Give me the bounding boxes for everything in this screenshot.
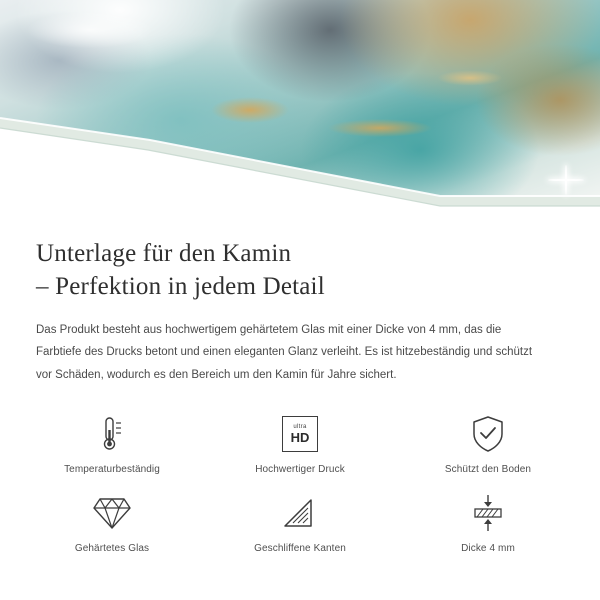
thickness-icon	[470, 491, 506, 535]
page-title	[36, 237, 564, 303]
feature-label: Hochwertiger Druck	[255, 464, 345, 476]
feature-item-floor-protection	[394, 412, 582, 475]
ultra-hd-big-text: HD	[290, 430, 310, 446]
headline-line-1: Unterlage für den Kamin	[36, 240, 292, 267]
headline-line-2: – Perfektion in jedem Detail	[36, 273, 325, 300]
feature-item-polished-edges	[206, 491, 394, 554]
polished-edges-icon	[281, 491, 319, 535]
feature-label: Temperaturbeständig	[64, 464, 160, 476]
feature-item-thickness	[394, 491, 582, 554]
feature-item-print-quality	[206, 412, 394, 475]
shield-check-icon	[470, 412, 506, 456]
diamond-icon	[92, 491, 132, 535]
ultra-hd-icon	[282, 412, 318, 456]
sparkle-highlight	[546, 160, 586, 200]
marbled-glass-panel-photo	[0, 0, 600, 200]
hero-image	[0, 0, 600, 215]
feature-item-temperature	[18, 412, 206, 475]
text-content	[0, 215, 600, 386]
feature-item-tempered-glass	[18, 491, 206, 554]
body-paragraph: Das Produkt besteht aus hochwertigem gehärtetem Glas mit einer Dicke von 4 mm, das die Farbtiefe des Drucks betont und einen eleganten Glanz verleiht. Es ist hitzebeständig und schützt vor Schäden, wodurch es den Bereich um den Kamin für Jahre sichert.	[36, 324, 533, 381]
feature-label: Schützt den Boden	[444, 464, 532, 476]
feature-label: Geschliffene Kanten	[254, 543, 346, 555]
feature-label: Gehärtetes Glas	[74, 543, 150, 555]
thermometer-icon	[95, 412, 129, 456]
feature-label: Dicke 4 mm	[461, 543, 515, 555]
ultra-hd-small-text: ultra	[293, 424, 307, 431]
feature-grid	[0, 412, 600, 554]
